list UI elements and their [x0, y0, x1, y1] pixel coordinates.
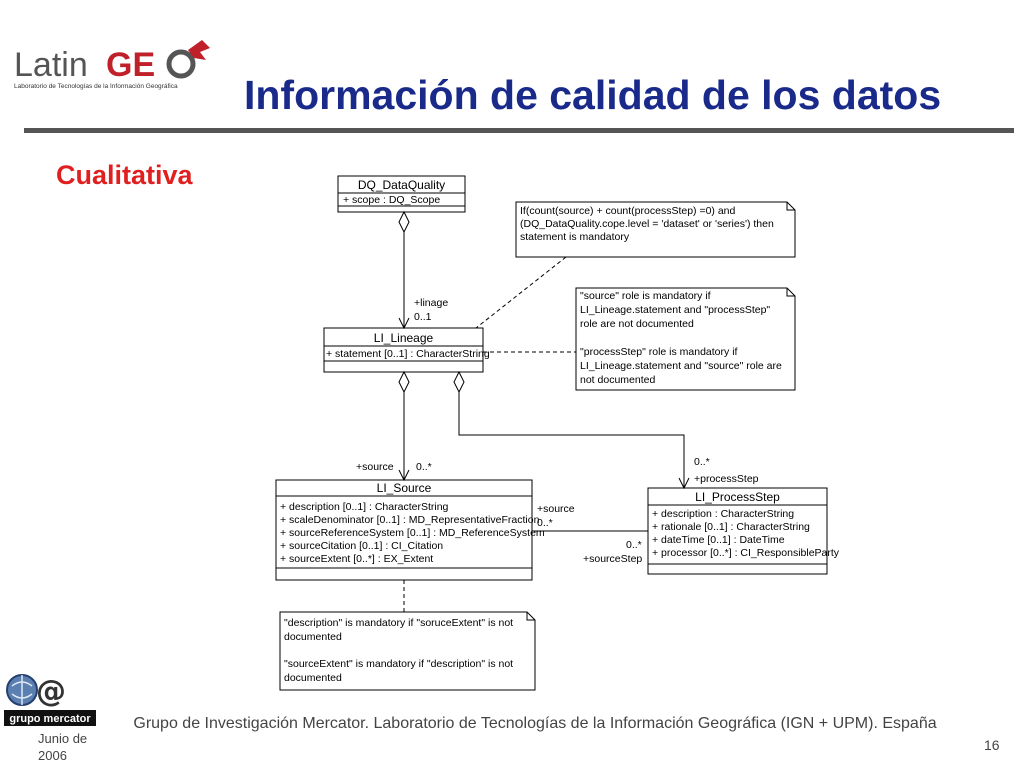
note-line: "sourceExtent" is mandatory if "description" is not — [284, 658, 514, 670]
note-line: not documented — [580, 374, 656, 386]
aggregation-diamond — [399, 212, 409, 232]
slide-subtitle: Cualitativa — [56, 160, 193, 190]
li-processstep-attr: + dateTime [0..1] : DateTime — [652, 534, 785, 546]
grupo-mercator-logo — [4, 668, 96, 728]
note-line: documented — [284, 631, 342, 643]
li-source-name: LI_Source — [376, 481, 432, 495]
multiplicity-label: 0..* — [537, 517, 553, 529]
note-line: LI_Lineage.statement and "processStep" — [580, 304, 771, 316]
li-source-attr: + sourceExtent [0..*] : EX_Extent — [280, 553, 434, 565]
li-lineage-attr: + statement [0..1] : CharacterString — [326, 348, 490, 360]
logo-geo-text: GE — [106, 46, 156, 84]
slide-title: Información de calidad de los datos — [244, 72, 942, 118]
role-label: +sourceStep — [583, 553, 643, 565]
role-label: +linage — [414, 297, 449, 309]
li-processstep-name: LI_ProcessStep — [695, 490, 780, 504]
note-line: statement is mandatory — [520, 231, 630, 243]
aggregation-diamond — [454, 372, 464, 392]
logo-globe-icon — [169, 52, 193, 76]
dq-dataquality-attr: + scope : DQ_Scope — [343, 194, 441, 206]
note-line: LI_Lineage.statement and "source" role are — [580, 360, 782, 372]
li-source-attr: + sourceReferenceSystem [0..1] : MD_ReferenceSystem — [280, 527, 545, 539]
li-source-attr: + sourceCitation [0..1] : CI_Citation — [280, 540, 444, 552]
li-processstep-attr: + rationale [0..1] : CharacterString — [652, 521, 810, 533]
note-line: documented — [284, 672, 342, 684]
dq-dataquality-name: DQ_DataQuality — [357, 178, 446, 192]
aggregation-diamond — [399, 372, 409, 392]
li-source-attr: + description [0..1] : CharacterString — [280, 501, 449, 513]
li-processstep-attr: + processor [0..*] : CI_ResponsibleParty — [652, 547, 840, 559]
multiplicity-label: 0..* — [626, 539, 642, 551]
page-number: 16 — [984, 737, 1000, 753]
logo-latin-text: Latin — [14, 46, 88, 84]
note-line: If(count(source) + count(processStep) =0) and — [520, 205, 736, 217]
at-sign-icon: @ — [36, 674, 66, 709]
multiplicity-label: 0..1 — [414, 311, 432, 323]
li-lineage-name: LI_Lineage — [373, 331, 434, 345]
note-line: "source" role is mandatory if — [580, 290, 711, 302]
role-label: +processStep — [694, 473, 759, 485]
role-label: +source — [537, 503, 575, 515]
latingeo-logo — [14, 36, 224, 96]
li-source-attr: + scaleDenominator [0..1] : MD_RepresentativeFraction — [280, 514, 540, 526]
logo-tagline: Laboratorio de Tecnologías de la Información Geográfica — [14, 83, 178, 90]
note-line: "processStep" role is mandatory if — [580, 346, 738, 358]
footer-text: Grupo de Investigación Mercator. Laboratorio de Tecnologías de la Información Geográfica (IGN + UPM). España — [133, 715, 937, 732]
note-line: (DQ_DataQuality.cope.level = 'dataset' or 'series') then — [520, 218, 774, 230]
title-divider — [24, 128, 1014, 133]
multiplicity-label: 0..* — [416, 461, 432, 473]
multiplicity-label: 0..* — [694, 456, 710, 468]
li-processstep-attr: + description : CharacterString — [652, 508, 795, 520]
uml-diagram — [270, 160, 860, 700]
mercator-logo-text: grupo mercator — [9, 713, 91, 725]
note-line: role are not documented — [580, 318, 694, 330]
role-label: +source — [356, 461, 394, 473]
footer-date: Junio de 2006 — [38, 731, 88, 763]
note-line: "description" is mandatory if "soruceExtent" is not — [284, 617, 514, 629]
